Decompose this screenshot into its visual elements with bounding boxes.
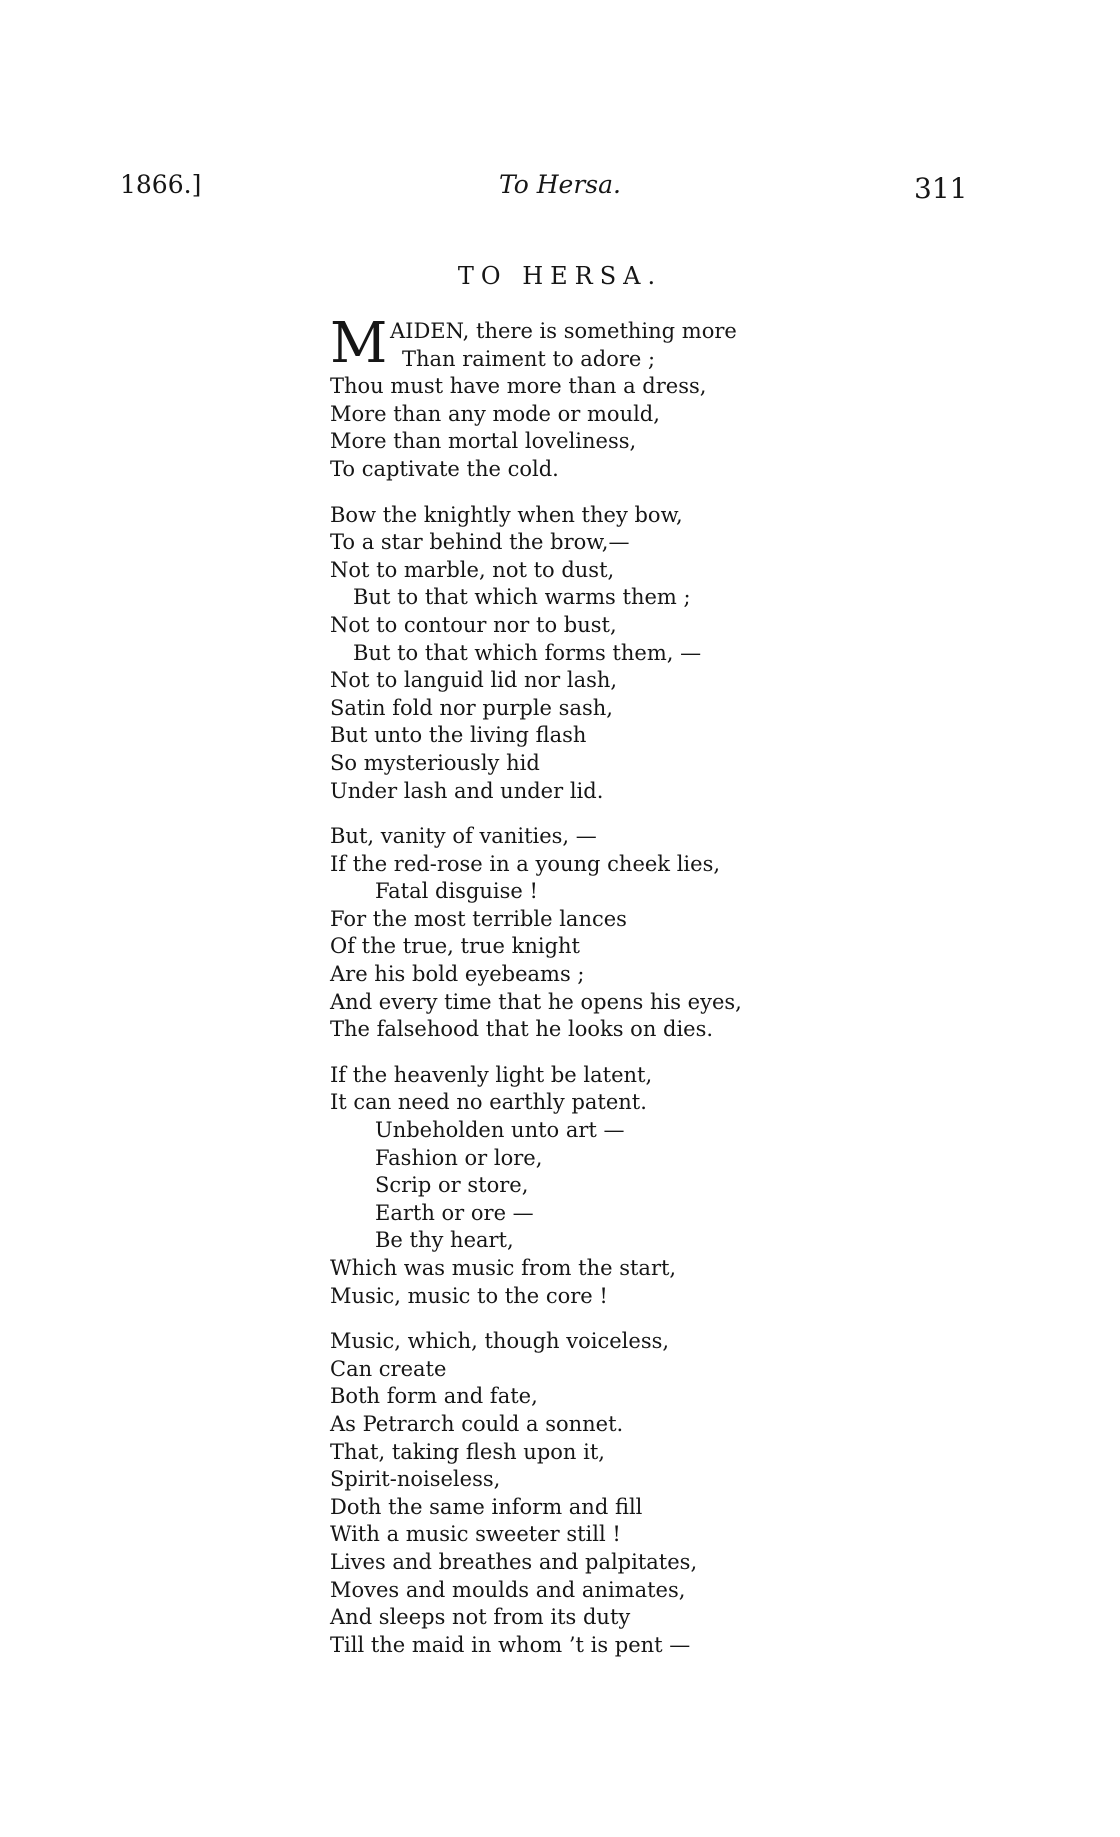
poem-line: Fatal disguise ! bbox=[375, 879, 538, 904]
poem-line: Both form and fate, bbox=[330, 1384, 538, 1409]
poem-line: It can need no earthly patent. bbox=[330, 1090, 647, 1115]
poem-line: For the most terrible lances bbox=[330, 906, 627, 931]
poem-line: But to that which forms them, — bbox=[353, 640, 702, 665]
poem-line: Unbeholden unto art — bbox=[375, 1118, 625, 1143]
poem-line: Can create bbox=[330, 1356, 447, 1381]
poem-line: If the heavenly light be latent, bbox=[330, 1062, 653, 1087]
stanza bbox=[330, 1062, 810, 1310]
poem-line: To a star behind the brow,— bbox=[330, 530, 630, 555]
poem-line: Music, music to the core ! bbox=[330, 1283, 608, 1308]
stanza bbox=[330, 1328, 810, 1659]
poem-line: And every time that he opens his eyes, bbox=[330, 989, 742, 1014]
poem-line: Spirit-noiseless, bbox=[330, 1467, 501, 1492]
header-date: 1866.] bbox=[120, 170, 202, 199]
poem-line: And sleeps not from its duty bbox=[330, 1605, 631, 1630]
poem-line: Satin fold nor purple sash, bbox=[330, 695, 613, 720]
stanza bbox=[330, 311, 810, 484]
poem-body bbox=[330, 311, 810, 1677]
poem-line: Bow the knightly when they bow, bbox=[330, 502, 683, 527]
poem-line: As Petrarch could a sonnet. bbox=[330, 1411, 624, 1436]
poem-line-text: AIDEN, there is something more bbox=[390, 319, 737, 343]
poem-line: Are his bold eyebeams ; bbox=[330, 962, 585, 987]
poem-line: More than mortal loveliness, bbox=[330, 429, 637, 454]
poem-line: Not to marble, not to dust, bbox=[330, 557, 615, 582]
poem-line: Which was music from the start, bbox=[330, 1256, 677, 1280]
stanza bbox=[330, 502, 810, 806]
poem-line: Fashion or lore, bbox=[375, 1145, 543, 1170]
poem-line: Thou must have more than a dress, bbox=[330, 374, 707, 399]
poem-line: Of the true, true knight bbox=[330, 934, 580, 959]
poem-line: More than any mode or mould, bbox=[330, 401, 660, 426]
poem-line: Than raiment to adore ; bbox=[402, 346, 656, 371]
poem-line: Till the maid in whom ’t is pent — bbox=[330, 1632, 691, 1657]
poem-line: But unto the living flash bbox=[330, 723, 587, 748]
poem-line: Scrip or store, bbox=[375, 1173, 529, 1198]
poem-line: Not to languid lid nor lash, bbox=[330, 668, 618, 693]
poem-line: The falsehood that he looks on dies. bbox=[330, 1017, 714, 1042]
poem-line: But to that which warms them ; bbox=[353, 585, 691, 610]
poem-line: Lives and breathes and palpitates, bbox=[330, 1549, 698, 1574]
drop-cap: M bbox=[330, 311, 388, 376]
poem-line: Earth or ore — bbox=[375, 1200, 534, 1225]
poem-line: But, vanity of vanities, — bbox=[330, 824, 597, 849]
poem-line: Doth the same inform and fill bbox=[330, 1494, 643, 1519]
poem-line: To captivate the cold. bbox=[330, 456, 559, 481]
poem-line: Under lash and under lid. bbox=[330, 778, 604, 803]
poem-line: Not to contour nor to bust, bbox=[330, 612, 617, 637]
poem-line: Music, which, though voiceless, bbox=[330, 1329, 670, 1354]
poem-line: If the red-rose in a young cheek lies, bbox=[330, 851, 721, 876]
stanza bbox=[330, 823, 810, 1044]
poem-line: So mysteriously hid bbox=[330, 750, 540, 775]
running-head bbox=[0, 170, 1120, 210]
poem-line: With a music sweeter still ! bbox=[330, 1522, 621, 1547]
poem-title: TO HERSA. bbox=[457, 262, 663, 290]
poem-line: Moves and moulds and animates, bbox=[330, 1577, 686, 1602]
poem-line: Be thy heart, bbox=[375, 1228, 514, 1253]
page-number: 311 bbox=[914, 172, 968, 205]
running-title: To Hersa. bbox=[499, 170, 621, 199]
poem-line: That, taking flesh upon it, bbox=[330, 1439, 605, 1464]
